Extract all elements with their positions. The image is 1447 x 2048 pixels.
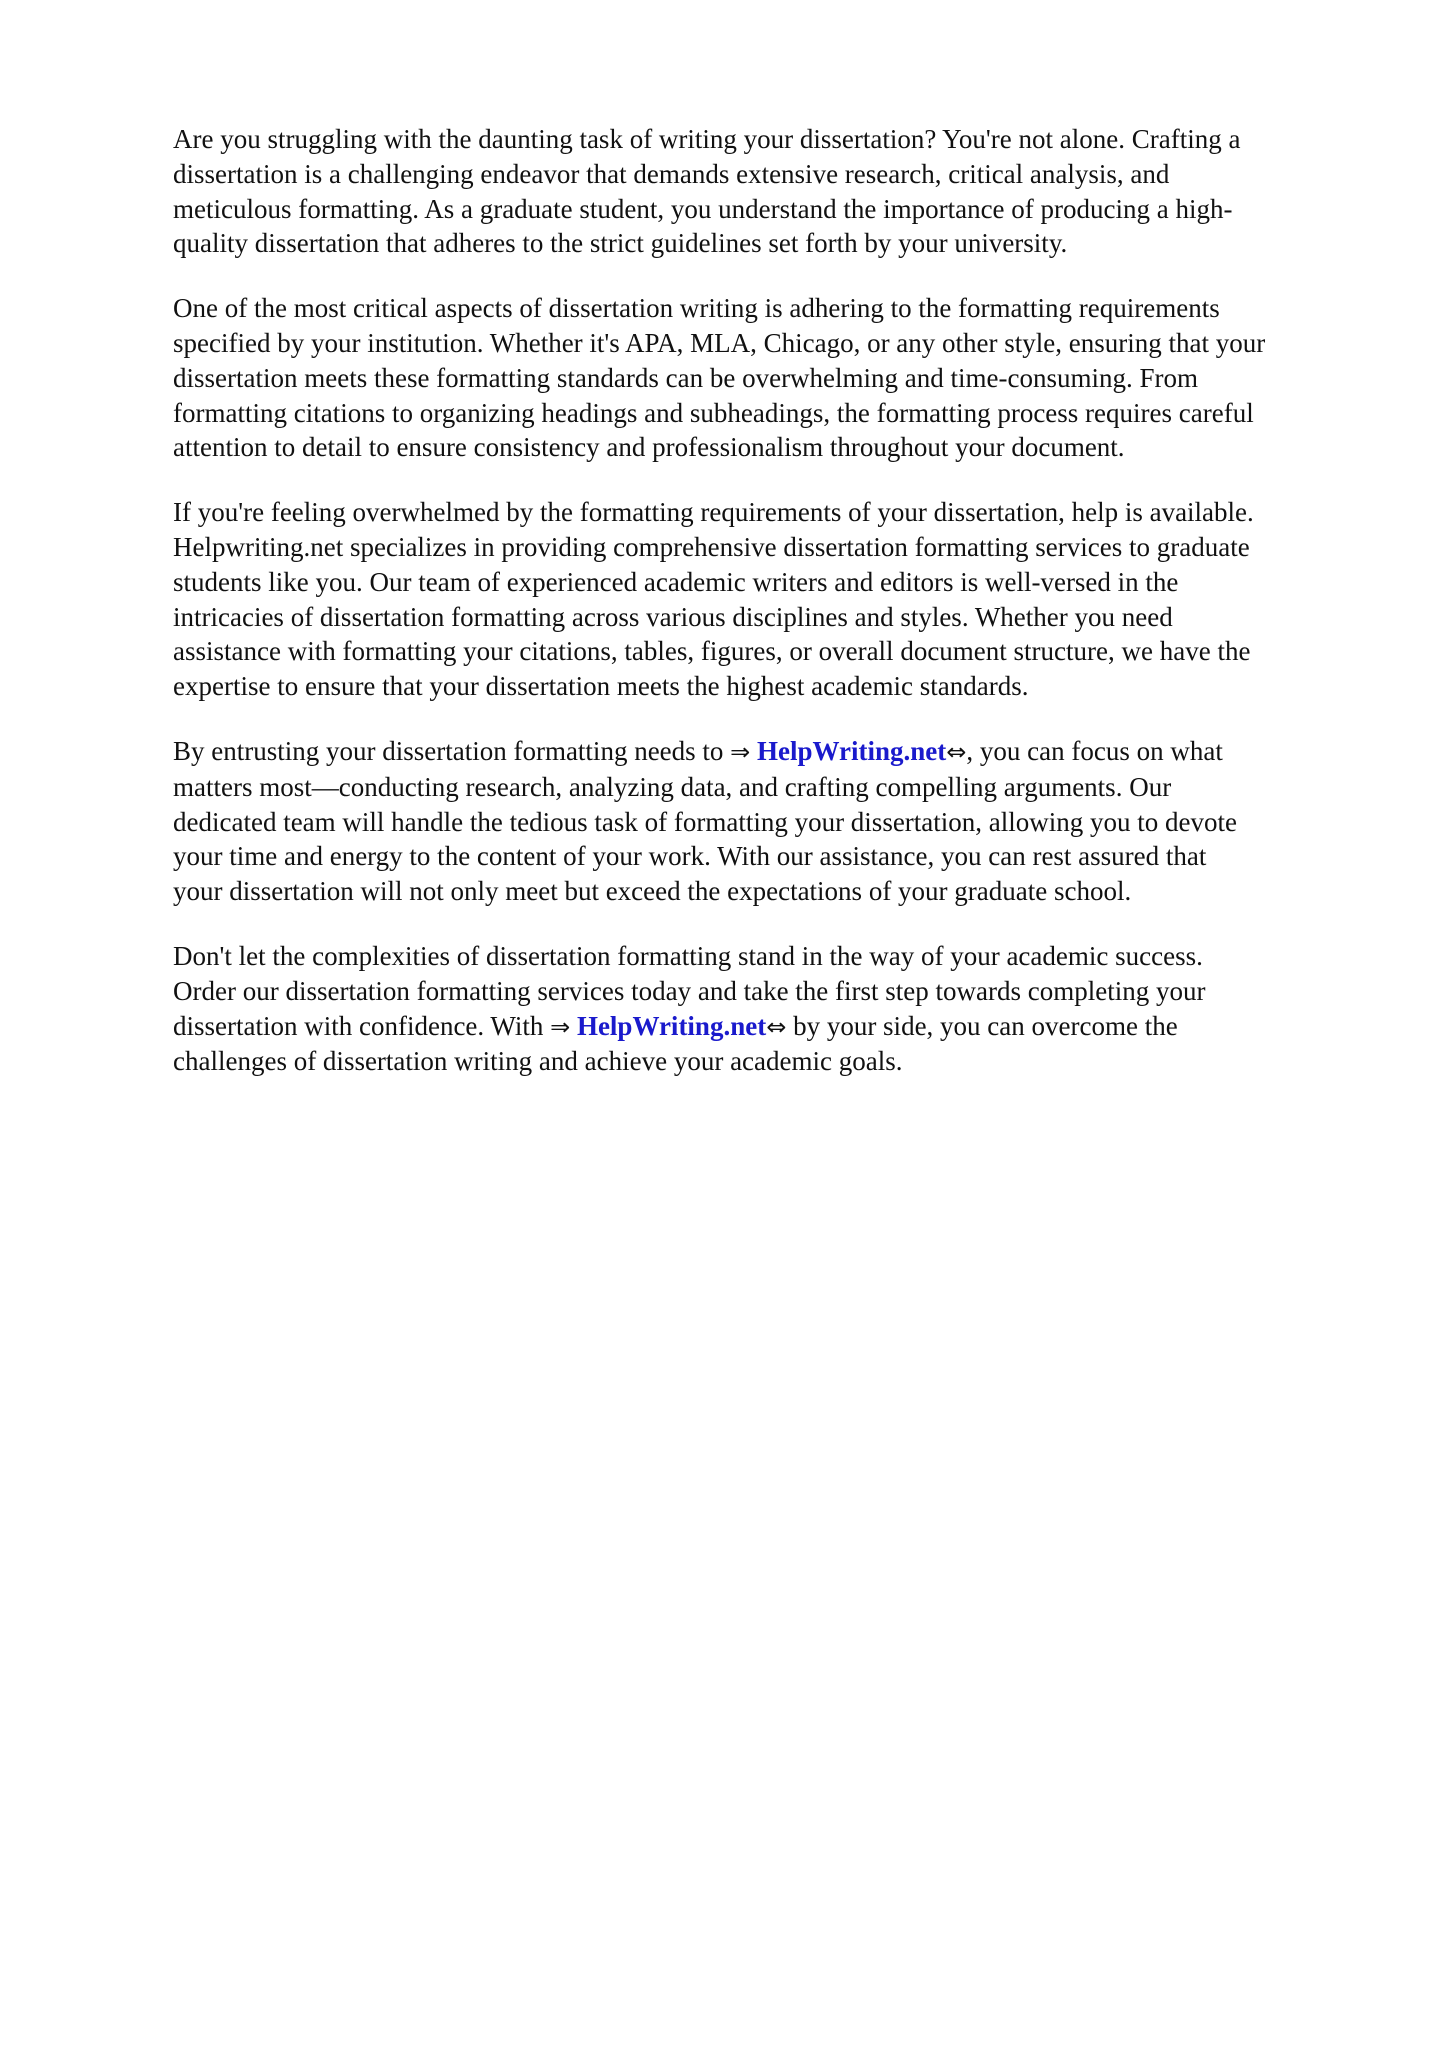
text-line: Order our dissertation formatting services today and take the first step towards completing your [173, 975, 1206, 1006]
paragraph-intro [173, 122, 1373, 261]
text-segment: , you can focus on what [966, 735, 1223, 766]
paragraph-closing [173, 939, 1373, 1079]
left-right-arrow-icon: ⇔ [946, 737, 967, 766]
document-page [173, 122, 1373, 1109]
paragraph-entrusting [173, 734, 1373, 909]
text-line: If you're feeling overwhelmed by the formatting requirements of your dissertation, help is available. [173, 497, 1254, 528]
text-line: assistance with formatting your citations, tables, figures, or overall document structure, we have the [173, 636, 1251, 667]
helpwriting-link[interactable]: HelpWriting.net [757, 735, 947, 766]
text-segment: By entrusting your dissertation formatting needs to [173, 735, 731, 766]
text-line: One of the most critical aspects of dissertation writing is adhering to the formatting requirements [173, 293, 1220, 324]
text-line: your time and energy to the content of your work. With our assistance, you can rest assured that [173, 841, 1207, 872]
text-line: Don't let the complexities of dissertation formatting stand in the way of your academic success. [173, 940, 1203, 971]
text-line-with-link [173, 1009, 1373, 1045]
left-right-arrow-icon: ⇔ [766, 1012, 787, 1041]
text-line: formatting citations to organizing headings and subheadings, the formatting process requires careful [173, 397, 1254, 428]
text-line: specified by your institution. Whether it's APA, MLA, Chicago, or any other style, ensuring that your [173, 327, 1266, 358]
text-line: students like you. Our team of experienced academic writers and editors is well-versed in the [173, 566, 1179, 597]
text-line: dedicated team will handle the tedious task of formatting your dissertation, allowing you to devote [173, 806, 1237, 837]
right-arrow-icon: ⇒ [550, 1012, 571, 1041]
text-line: challenges of dissertation writing and achieve your academic goals. [173, 1046, 903, 1077]
text-segment: dissertation with confidence. With [173, 1010, 551, 1041]
text-line: your dissertation will not only meet but exceed the expectations of your graduate school. [173, 876, 1132, 907]
paragraph-formatting [173, 291, 1373, 465]
text-line: Helpwriting.net specializes in providing comprehensive dissertation formatting services to graduate [173, 531, 1250, 562]
text-line: meticulous formatting. As a graduate student, you understand the importance of producing a high- [173, 193, 1233, 224]
text-line: dissertation is a challenging endeavor that demands extensive research, critical analysis, and [173, 158, 1170, 189]
text-line: expertise to ensure that your dissertation meets the highest academic standards. [173, 671, 1029, 702]
right-arrow-icon: ⇒ [730, 737, 751, 766]
text-line: dissertation meets these formatting standards can be overwhelming and time-consuming. From [173, 362, 1199, 393]
helpwriting-link[interactable]: HelpWriting.net [576, 1010, 767, 1041]
paragraph-help [173, 495, 1373, 704]
text-line: quality dissertation that adheres to the strict guidelines set forth by your university. [173, 228, 1068, 259]
text-segment: by your side, you can overcome the [786, 1010, 1178, 1041]
text-line: intricacies of dissertation formatting across various disciplines and styles. Whether you need [173, 601, 1173, 632]
text-line-with-link [173, 734, 1373, 770]
text-line: attention to detail to ensure consistency and professionalism throughout your document. [173, 432, 1125, 463]
text-line: matters most—conducting research, analyzing data, and crafting compelling arguments. Our [173, 771, 1172, 802]
text-line: Are you struggling with the daunting task of writing your dissertation? You're not alone. Crafting a [173, 124, 1241, 154]
